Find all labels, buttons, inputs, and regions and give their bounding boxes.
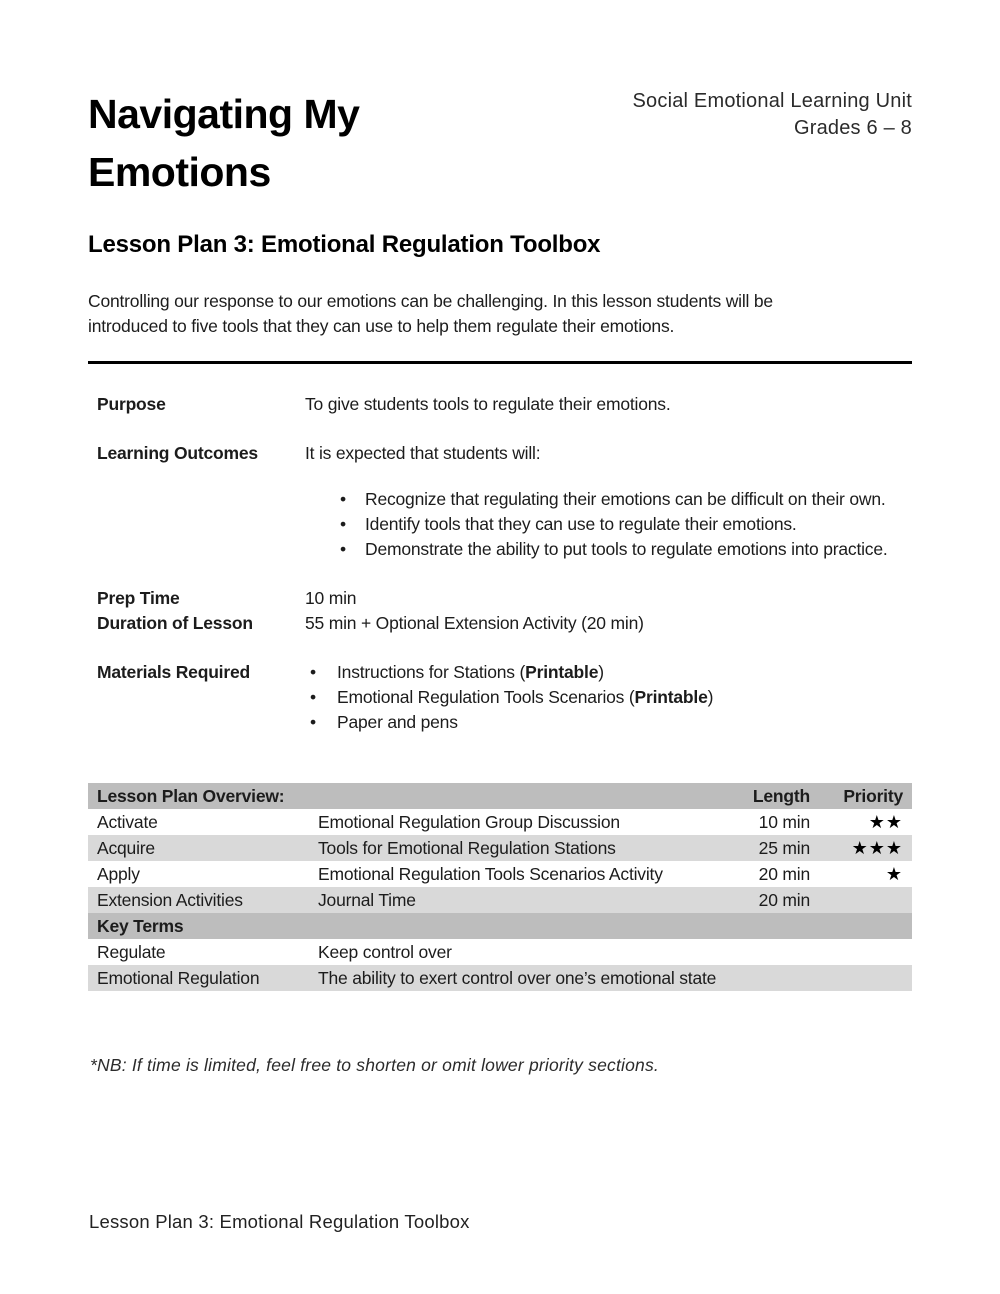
document-title-line1: Navigating My	[88, 91, 360, 137]
term-cell: Emotional Regulation	[97, 967, 260, 988]
phase-cell: Extension Activities	[97, 889, 243, 910]
lesson-plan-overview-table	[88, 783, 912, 991]
materials-list	[305, 660, 912, 735]
priority-stars: ★	[885, 863, 903, 885]
length-cell: 20 min	[758, 889, 810, 910]
document-title	[88, 85, 359, 201]
list-item: • Demonstrate the ability to put tools to regulate emotions into practice.	[340, 537, 912, 562]
horizontal-rule	[88, 361, 912, 364]
learning-outcomes-row	[88, 441, 912, 562]
length-header: Length	[752, 785, 810, 806]
phase-cell: Acquire	[97, 837, 155, 858]
document-title-line2: Emotions	[88, 149, 271, 195]
material-bold-text: Printable	[525, 662, 599, 682]
learning-outcomes-intro: It is expected that students will:	[305, 443, 541, 463]
lesson-details	[88, 392, 912, 735]
grade-range: Grades 6 – 8	[793, 117, 912, 139]
prep-time-label: Prep Time	[97, 588, 180, 608]
lesson-intro-paragraph: Controlling our response to our emotions can be challenging. In this lesson students will be introduced to five tools that they can use to help them regulate their emotions.	[88, 291, 773, 336]
phase-cell: Activate	[97, 811, 158, 832]
nb-note: *NB: If time is limited, feel free to shorten or omit lower priority sections.	[90, 1055, 659, 1075]
list-item: • Recognize that regulating their emotions can be difficult on their own.	[340, 487, 912, 512]
definition-cell: The ability to exert control over one’s emotional state	[318, 967, 717, 988]
key-terms-header: Key Terms	[97, 915, 184, 936]
activity-cell: Emotional Regulation Group Discussion	[318, 811, 620, 832]
material-text: )	[707, 687, 714, 707]
term-cell: Regulate	[97, 941, 166, 962]
list-item	[310, 685, 912, 710]
purpose-label: Purpose	[97, 394, 166, 414]
activity-cell: Tools for Emotional Regulation Stations	[318, 837, 616, 858]
priority-stars: ★★★	[851, 837, 903, 859]
phase-cell: Apply	[97, 863, 140, 884]
priority-stars: ★★	[868, 811, 903, 833]
page-header	[88, 85, 912, 201]
duration-label: Duration of Lesson	[97, 613, 253, 633]
prep-time-row	[88, 586, 912, 611]
material-text: Instructions for Stations (	[337, 662, 526, 682]
overview-title-header: Lesson Plan Overview:	[97, 785, 285, 806]
list-item: • Identify tools that they can use to regulate their emotions.	[340, 512, 912, 537]
learning-outcomes-value	[305, 441, 912, 562]
table-row	[88, 861, 912, 887]
length-cell: 25 min	[758, 837, 810, 858]
materials-label: Materials Required	[97, 662, 250, 682]
purpose-value: To give students tools to regulate their emotions.	[305, 394, 671, 414]
table-row	[88, 835, 912, 861]
unit-info	[633, 85, 913, 142]
prep-time-value: 10 min	[305, 588, 357, 608]
activity-cell: Emotional Regulation Tools Scenarios Activity	[318, 863, 663, 884]
table-row	[88, 887, 912, 913]
duration-value: 55 min + Optional Extension Activity (20 min)	[305, 613, 644, 633]
purpose-row	[88, 392, 912, 417]
list-item	[310, 660, 912, 685]
material-text: Paper and pens	[337, 712, 458, 732]
table-row	[88, 809, 912, 835]
lesson-plan-heading: Lesson Plan 3: Emotional Regulation Toolbox	[88, 231, 601, 258]
priority-header: Priority	[843, 785, 903, 806]
length-cell: 20 min	[758, 863, 810, 884]
key-term-row	[88, 939, 912, 965]
material-text: Emotional Regulation Tools Scenarios (	[337, 687, 635, 707]
unit-name: Social Emotional Learning Unit	[632, 90, 912, 112]
length-cell: 10 min	[758, 811, 810, 832]
material-text: )	[598, 662, 604, 682]
table-header-row	[88, 783, 912, 809]
learning-outcomes-list	[305, 487, 912, 562]
learning-outcomes-label: Learning Outcomes	[97, 443, 258, 463]
duration-row	[88, 611, 912, 636]
key-terms-header-row	[88, 913, 912, 939]
list-item	[310, 710, 912, 735]
key-term-row	[88, 965, 912, 991]
activity-cell: Journal Time	[318, 889, 416, 910]
material-bold-text: Printable	[634, 687, 708, 707]
page-footer: Lesson Plan 3: Emotional Regulation Toolbox	[89, 1211, 470, 1232]
materials-value	[305, 660, 912, 735]
definition-cell: Keep control over	[318, 941, 452, 962]
materials-row	[88, 660, 912, 735]
